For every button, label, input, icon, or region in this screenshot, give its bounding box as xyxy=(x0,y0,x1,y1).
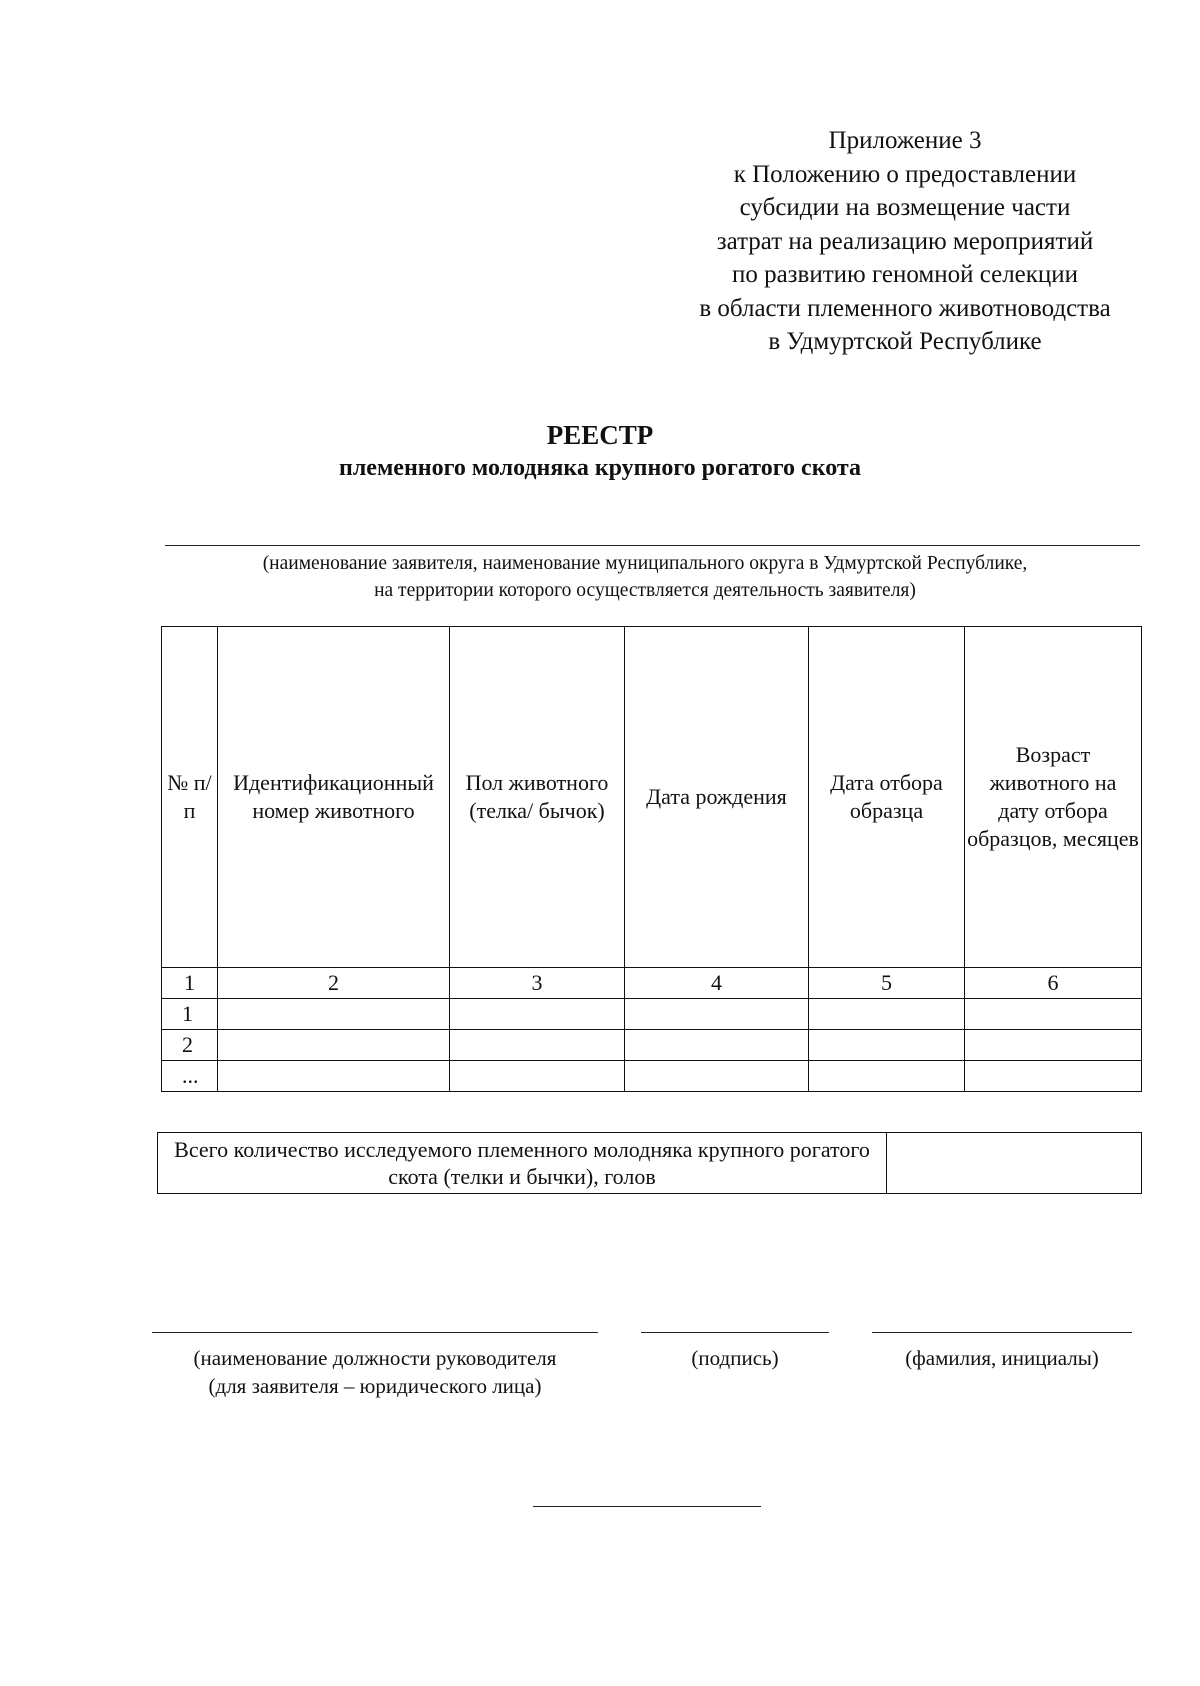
document-title: РЕЕСТР xyxy=(546,420,654,450)
table-cell[interactable] xyxy=(809,1030,965,1061)
column-number: 3 xyxy=(450,968,625,999)
table-cell[interactable] xyxy=(625,999,809,1030)
header-cell: Идентификационный номер животного xyxy=(218,627,450,968)
appendix-line: по развитию геномной селекции xyxy=(731,261,1079,288)
table-cell[interactable] xyxy=(625,1030,809,1061)
total-value-cell[interactable] xyxy=(887,1133,1142,1194)
table-cell[interactable] xyxy=(965,999,1142,1030)
closing-line xyxy=(533,1506,761,1507)
column-number: 2 xyxy=(218,968,450,999)
name-caption: (фамилия, инициалы) xyxy=(905,1346,1099,1370)
name-signature-line xyxy=(872,1332,1132,1333)
document-subtitle: племенного молодняка крупного рогатого скота xyxy=(339,455,861,481)
header-cell: Дата отбора образца xyxy=(809,627,965,968)
appendix-line: к Положению о предоставлении xyxy=(733,160,1077,188)
signature-caption: (подпись) xyxy=(691,1346,779,1370)
column-number: 6 xyxy=(965,968,1142,999)
table-cell[interactable] xyxy=(450,1061,625,1092)
position-caption-line: (наименование должности руководителя xyxy=(193,1346,557,1370)
table-cell[interactable] xyxy=(450,999,625,1030)
position-caption xyxy=(152,1344,598,1400)
position-signature-line xyxy=(152,1332,598,1333)
header-cell: Дата рождения xyxy=(625,627,809,968)
total-table xyxy=(157,1132,1142,1194)
table-cell[interactable] xyxy=(965,1030,1142,1061)
table-cell[interactable] xyxy=(450,1030,625,1061)
appendix-block xyxy=(660,124,1150,359)
appendix-line: затрат на реализацию мероприятий xyxy=(716,227,1094,255)
appendix-line: в Удмуртской Республике xyxy=(768,328,1042,355)
header-cell: № п/п xyxy=(162,627,218,968)
header-cell: Пол животного (телка/ бычок) xyxy=(450,627,625,968)
total-label: Всего количество исследуемого племенного молодняка крупного рогатого скота (телки и бычки), голов xyxy=(158,1133,887,1194)
table-cell[interactable] xyxy=(809,999,965,1030)
table-row xyxy=(162,1030,1142,1061)
appendix-line: в области племенного животноводства xyxy=(699,294,1111,322)
table-row xyxy=(162,1061,1142,1092)
row-number: ... xyxy=(162,1061,218,1092)
row-number: 1 xyxy=(162,999,218,1030)
table-cell[interactable] xyxy=(809,1061,965,1092)
appendix-line: Приложение 3 xyxy=(828,127,982,154)
row-number: 2 xyxy=(162,1030,218,1061)
table-cell[interactable] xyxy=(625,1061,809,1092)
applicant-caption xyxy=(150,550,1140,604)
table-cell[interactable] xyxy=(218,1030,450,1061)
position-caption-line: (для заявителя – юридического лица) xyxy=(208,1374,542,1398)
table-cell[interactable] xyxy=(965,1061,1142,1092)
column-number-row xyxy=(162,968,1142,999)
registry-table xyxy=(161,626,1142,1092)
applicant-name-line xyxy=(165,545,1140,546)
table-header-row xyxy=(162,627,1142,968)
applicant-caption-line: (наименование заявителя, наименование муниципального округа в Удмуртской Республике, xyxy=(262,553,1028,574)
column-number: 4 xyxy=(625,968,809,999)
header-cell: Возраст животного на дату отбора образцов, месяцев xyxy=(965,627,1142,968)
appendix-line: субсидии на возмещение части xyxy=(739,194,1071,221)
total-row xyxy=(158,1133,1142,1194)
applicant-caption-line: на территории которого осуществляется деятельность заявителя) xyxy=(374,580,916,601)
table-row xyxy=(162,999,1142,1030)
table-cell[interactable] xyxy=(218,999,450,1030)
column-number: 5 xyxy=(809,968,965,999)
column-number: 1 xyxy=(162,968,218,999)
table-cell[interactable] xyxy=(218,1061,450,1092)
signature-line xyxy=(641,1332,829,1333)
